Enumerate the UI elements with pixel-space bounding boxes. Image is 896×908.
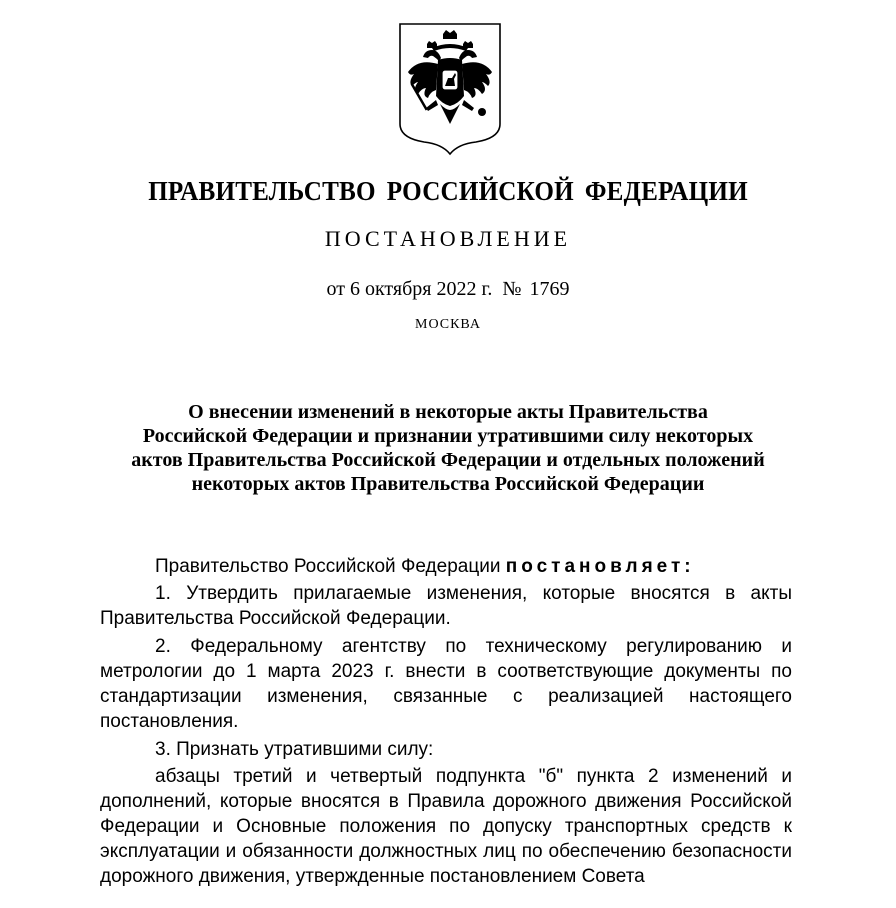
city-name: МОСКВА <box>415 317 481 332</box>
decree-verb: постановляет: <box>505 556 695 577</box>
body-paragraph: 1. Утвердить прилагаемые изменения, которые вносятся в акты Правительства Российской Федерации. <box>100 583 792 629</box>
intro-paragraph <box>100 554 792 579</box>
document-type: ПОСТАНОВЛЕНИЕ <box>324 226 572 251</box>
body-paragraph: 3. Признать утратившими силу: <box>155 739 434 760</box>
document-number: 1769 <box>529 278 570 300</box>
subject-line: Российской Федерации и признании утратившими силу некоторых <box>142 425 754 447</box>
document-date-line <box>0 278 896 301</box>
coat-of-arms-emblem-icon <box>396 20 504 156</box>
subject-line: некоторых актов Правительства Российской Федерации <box>191 473 705 495</box>
document-date: от 6 октября 2022 г. <box>326 278 493 300</box>
intro-text: Правительство Российской Федерации <box>155 556 501 577</box>
subject-line: актов Правительства Российской Федерации и отдельных положений <box>131 449 765 471</box>
body-paragraph: абзацы третий и четвертый подпункта "б" пункта 2 изменений и дополнений, которые вносятся в Правила дорожного движения Российской Федерации и Основные положения по допуску транспортных средств к эксплуатации и обязанности должностных лиц по обеспечению безопасности дорожного движения, утвержденные постановлением Совета <box>100 766 792 887</box>
document-body <box>100 554 792 892</box>
subject-line: О внесении изменений в некоторые акты Правительства <box>188 401 708 423</box>
document-subject <box>90 400 806 496</box>
body-paragraph: 2. Федеральному агентству по техническому регулированию и метрологии до 1 марта 2023 г. внести в соответствующие документы по стандартизации изменения, связанные с реализацией настоящего постановления. <box>100 636 792 732</box>
government-title: ПРАВИТЕЛЬСТВО РОССИЙСКОЙ ФЕДЕРАЦИИ <box>148 176 748 206</box>
number-sign: № <box>502 278 522 300</box>
